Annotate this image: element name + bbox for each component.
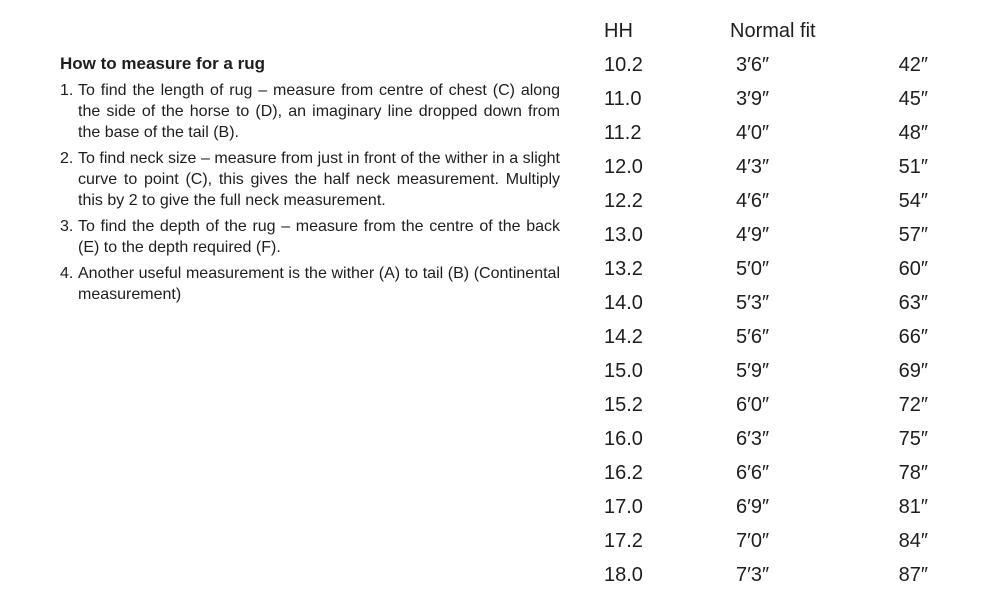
cell-hh: 10.2 bbox=[604, 54, 643, 76]
cell-inches: 42″ bbox=[898, 54, 928, 76]
table-row bbox=[596, 82, 936, 116]
cell-inches: 75″ bbox=[898, 428, 928, 450]
table-row bbox=[596, 48, 936, 82]
instruction-step bbox=[60, 263, 560, 305]
instruction-steps bbox=[60, 80, 560, 305]
cell-hh: 12.0 bbox=[604, 156, 643, 178]
table-header-row bbox=[596, 14, 936, 48]
table-row bbox=[596, 286, 936, 320]
cell-hh: 17.2 bbox=[604, 530, 643, 552]
cell-normal-fit: 3′9″ bbox=[736, 88, 770, 110]
cell-inches: 57″ bbox=[898, 224, 928, 246]
step-text: Another useful measurement is the wither (A) to tail (B) (Continental measurement) bbox=[78, 265, 560, 303]
header-hh: HH bbox=[604, 20, 633, 42]
cell-hh: 11.0 bbox=[604, 88, 642, 110]
cell-hh: 18.0 bbox=[604, 564, 643, 586]
instructions-title: How to measure for a rug bbox=[60, 54, 265, 73]
table-row bbox=[596, 184, 936, 218]
cell-hh: 13.0 bbox=[604, 224, 643, 246]
table-row bbox=[596, 490, 936, 524]
instruction-step bbox=[60, 80, 560, 143]
step-number: 1. bbox=[60, 82, 74, 99]
cell-normal-fit: 6′0″ bbox=[736, 394, 770, 416]
table-row bbox=[596, 524, 936, 558]
cell-inches: 60″ bbox=[898, 258, 928, 280]
cell-hh: 12.2 bbox=[604, 190, 643, 212]
cell-normal-fit: 3′6″ bbox=[736, 54, 770, 76]
cell-hh: 16.2 bbox=[604, 462, 643, 484]
table-row bbox=[596, 252, 936, 286]
cell-inches: 51″ bbox=[898, 156, 928, 178]
cell-normal-fit: 4′9″ bbox=[736, 224, 770, 246]
cell-normal-fit: 5′9″ bbox=[736, 360, 770, 382]
cell-normal-fit: 7′3″ bbox=[736, 564, 770, 586]
step-text: To find the length of rug – measure from centre of chest (C) along the side of the horse to (D), an imaginary line dropped down from the base of the tail (B). bbox=[78, 82, 560, 141]
cell-inches: 87″ bbox=[898, 564, 928, 586]
cell-normal-fit: 7′0″ bbox=[736, 530, 770, 552]
cell-normal-fit: 5′0″ bbox=[736, 258, 770, 280]
table-row bbox=[596, 218, 936, 252]
step-number: 2. bbox=[60, 150, 74, 167]
cell-inches: 84″ bbox=[898, 530, 928, 552]
cell-hh: 14.0 bbox=[604, 292, 643, 314]
cell-inches: 78″ bbox=[898, 462, 928, 484]
cell-normal-fit: 5′3″ bbox=[736, 292, 770, 314]
cell-hh: 13.2 bbox=[604, 258, 643, 280]
table-row bbox=[596, 354, 936, 388]
cell-normal-fit: 4′0″ bbox=[736, 122, 770, 144]
table-row bbox=[596, 150, 936, 184]
cell-inches: 45″ bbox=[898, 88, 928, 110]
cell-normal-fit: 4′6″ bbox=[736, 190, 770, 212]
table-row bbox=[596, 388, 936, 422]
cell-hh: 11.2 bbox=[604, 122, 642, 144]
cell-hh: 15.0 bbox=[604, 360, 643, 382]
cell-hh: 16.0 bbox=[604, 428, 643, 450]
cell-inches: 54″ bbox=[898, 190, 928, 212]
cell-inches: 48″ bbox=[898, 122, 928, 144]
table-row bbox=[596, 320, 936, 354]
table-row bbox=[596, 422, 936, 456]
step-number: 3. bbox=[60, 218, 74, 235]
cell-normal-fit: 6′6″ bbox=[736, 462, 770, 484]
cell-inches: 72″ bbox=[898, 394, 928, 416]
cell-normal-fit: 5′6″ bbox=[736, 326, 770, 348]
header-normal-fit: Normal fit bbox=[730, 20, 816, 42]
header-inches bbox=[846, 14, 936, 48]
cell-inches: 66″ bbox=[898, 326, 928, 348]
cell-hh: 15.2 bbox=[604, 394, 643, 416]
instruction-step bbox=[60, 148, 560, 211]
table-row bbox=[596, 116, 936, 150]
step-text: To find the depth of the rug – measure from the centre of the back (E) to the depth required (F). bbox=[78, 218, 560, 256]
table-body bbox=[596, 48, 936, 592]
cell-inches: 63″ bbox=[898, 292, 928, 314]
cell-inches: 69″ bbox=[898, 360, 928, 382]
table-row bbox=[596, 456, 936, 490]
step-text: To find neck size – measure from just in front of the wither in a slight curve to point (C), this gives the half neck measurement. Multiply this by 2 to give the full neck measurement. bbox=[78, 150, 560, 209]
rug-size-table bbox=[596, 14, 936, 592]
cell-hh: 17.0 bbox=[604, 496, 643, 518]
measuring-instructions bbox=[60, 54, 560, 310]
cell-normal-fit: 4′3″ bbox=[736, 156, 770, 178]
instruction-step bbox=[60, 216, 560, 258]
cell-normal-fit: 6′3″ bbox=[736, 428, 770, 450]
step-number: 4. bbox=[60, 265, 74, 282]
table-row bbox=[596, 558, 936, 592]
cell-inches: 81″ bbox=[898, 496, 928, 518]
cell-normal-fit: 6′9″ bbox=[736, 496, 770, 518]
cell-hh: 14.2 bbox=[604, 326, 643, 348]
